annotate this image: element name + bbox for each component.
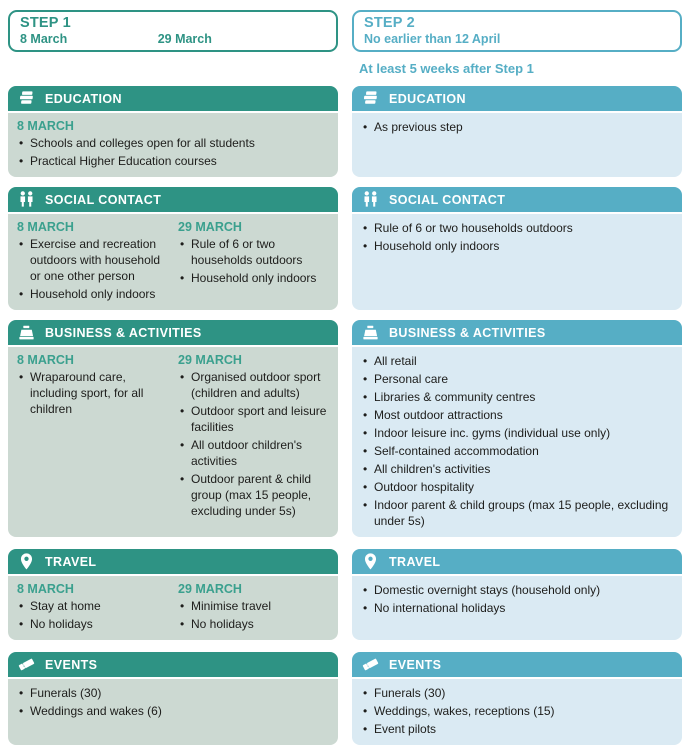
social-contact-header <box>352 187 682 212</box>
business-step1-body <box>8 347 338 537</box>
list-item: • No international holidays <box>361 600 673 616</box>
step2-cell <box>352 10 682 86</box>
ticket-icon <box>361 655 380 674</box>
travel-step2-list <box>361 582 673 616</box>
step1-date-start: 8 March <box>20 32 68 46</box>
social-step2-body <box>352 214 682 310</box>
step2-title: STEP 2 <box>364 15 415 31</box>
education-step1-cell <box>8 86 338 187</box>
step2-note: At least 5 weeks after Step 1 <box>359 61 534 76</box>
cash-register-icon <box>361 323 380 342</box>
step1-cell <box>8 10 338 86</box>
list-item: • Most outdoor attractions <box>361 407 673 423</box>
date-heading: 29 MARCH <box>178 582 242 596</box>
travel-header <box>8 549 338 574</box>
list-item: • Wraparound care, including sport, for all children <box>17 369 168 417</box>
list-item: • No holidays <box>17 616 168 632</box>
list-item: • Rule of 6 or two households outdoors <box>361 220 673 236</box>
cash-register-icon <box>17 323 36 342</box>
section-title: EVENTS <box>45 657 98 672</box>
section-title: EVENTS <box>389 657 442 672</box>
step1-date-second: 29 March <box>157 32 212 46</box>
section-title: TRAVEL <box>389 554 441 569</box>
travel-step1-body <box>8 576 338 640</box>
list-item: • Weddings, wakes, receptions (15) <box>361 703 673 719</box>
list-item: • As previous step <box>361 119 673 135</box>
date-column-8-march <box>17 582 168 634</box>
two-date-columns <box>17 582 329 634</box>
events-header <box>352 652 682 677</box>
section-title: TRAVEL <box>45 554 97 569</box>
list-item: • Practical Higher Education courses <box>17 153 329 169</box>
date-column-29-march <box>178 582 329 634</box>
business-step2-cell <box>352 320 682 549</box>
social-step1-body <box>8 214 338 310</box>
list-item: • Libraries & community centres <box>361 389 673 405</box>
two-date-columns <box>17 220 329 304</box>
social-step2-list <box>361 220 673 254</box>
books-stack-icon <box>361 89 380 108</box>
list-item: • All retail <box>361 353 673 369</box>
list-item: • Funerals (30) <box>361 685 673 701</box>
education-header <box>8 86 338 111</box>
list-item: • Indoor parent & child groups (max 15 people, excluding under 5s) <box>361 497 673 529</box>
list-item: • Organised outdoor sport (children and adults) <box>178 369 329 401</box>
travel-card-step2 <box>352 549 682 640</box>
education-step1-body <box>8 113 338 177</box>
business-step2-list <box>361 353 673 529</box>
two-date-columns <box>17 353 329 521</box>
date-heading: 29 MARCH <box>178 353 242 367</box>
date-heading: 8 MARCH <box>17 582 74 596</box>
education-step1-list <box>17 135 329 169</box>
section-title: EDUCATION <box>45 91 122 106</box>
travel-card-step1 <box>8 549 338 640</box>
date-heading: 8 MARCH <box>17 119 74 133</box>
list-item: • Event pilots <box>361 721 673 737</box>
date-column-8-march <box>17 353 168 521</box>
section-title: BUSINESS & ACTIVITIES <box>45 325 202 340</box>
education-card-step1 <box>8 86 338 177</box>
two-people-icon <box>17 190 36 209</box>
two-people-icon <box>361 190 380 209</box>
education-step2-list <box>361 119 673 135</box>
business-activities-header <box>352 320 682 345</box>
travel-header <box>352 549 682 574</box>
list-item: • Minimise travel <box>178 598 329 614</box>
list-item: • Schools and colleges open for all students <box>17 135 329 151</box>
section-title: SOCIAL CONTACT <box>389 192 506 207</box>
list-item: • Funerals (30) <box>17 685 329 701</box>
list-item: • Weddings and wakes (6) <box>17 703 329 719</box>
step1-box <box>8 10 338 52</box>
date-column-8-march <box>17 220 168 304</box>
social-step1-cell <box>8 187 338 320</box>
travel-8march-list <box>17 598 168 632</box>
events-header <box>8 652 338 677</box>
list-item: • Household only indoors <box>361 238 673 254</box>
social-8march-list <box>17 236 168 302</box>
list-item: • Personal care <box>361 371 673 387</box>
travel-29march-list <box>178 598 329 632</box>
books-stack-icon <box>17 89 36 108</box>
education-header <box>352 86 682 111</box>
events-card-step1 <box>8 652 338 745</box>
business-card-step2 <box>352 320 682 537</box>
list-item: • Exercise and recreation outdoors with household or one other person <box>17 236 168 284</box>
date-column-29-march <box>178 353 329 521</box>
social-step2-cell <box>352 187 682 320</box>
social-card-step1 <box>8 187 338 310</box>
events-card-step2 <box>352 652 682 745</box>
education-step2-body <box>352 113 682 177</box>
map-pin-icon <box>361 552 380 571</box>
date-column-29-march <box>178 220 329 304</box>
list-item: • Outdoor sport and leisure facilities <box>178 403 329 435</box>
social-contact-header <box>8 187 338 212</box>
step2-date-start: No earlier than 12 April <box>364 32 501 46</box>
map-pin-icon <box>17 552 36 571</box>
list-item: • Household only indoors <box>17 286 168 302</box>
section-title: BUSINESS & ACTIVITIES <box>389 325 546 340</box>
list-item: • All children's activities <box>361 461 673 477</box>
step2-box <box>352 10 682 52</box>
events-step2-cell <box>352 652 682 755</box>
events-step2-list <box>361 685 673 737</box>
list-item: • Stay at home <box>17 598 168 614</box>
date-heading: 29 MARCH <box>178 220 242 234</box>
travel-step2-cell <box>352 549 682 652</box>
section-title: EDUCATION <box>389 91 466 106</box>
step1-dates <box>20 32 326 46</box>
step2-dates <box>364 32 670 46</box>
date-heading: 8 MARCH <box>17 220 74 234</box>
business-activities-header <box>8 320 338 345</box>
education-card-step2 <box>352 86 682 177</box>
social-card-step2 <box>352 187 682 310</box>
social-29march-list <box>178 236 329 286</box>
list-item: • Self-contained accommodation <box>361 443 673 459</box>
list-item: • Domestic overnight stays (household only) <box>361 582 673 598</box>
list-item: • No holidays <box>178 616 329 632</box>
business-29march-list <box>178 369 329 519</box>
list-item: • Household only indoors <box>178 270 329 286</box>
business-step2-body <box>352 347 682 537</box>
travel-step2-body <box>352 576 682 640</box>
list-item: • Rule of 6 or two households outdoors <box>178 236 329 268</box>
ticket-icon <box>17 655 36 674</box>
business-8march-list <box>17 369 168 417</box>
list-item: • Outdoor hospitality <box>361 479 673 495</box>
education-step2-cell <box>352 86 682 187</box>
business-card-step1 <box>8 320 338 537</box>
list-item: • All outdoor children's activities <box>178 437 329 469</box>
section-title: SOCIAL CONTACT <box>45 192 162 207</box>
date-heading: 8 MARCH <box>17 353 74 367</box>
events-step1-cell <box>8 652 338 755</box>
business-step1-cell <box>8 320 338 549</box>
list-item: • Indoor leisure inc. gyms (individual use only) <box>361 425 673 441</box>
events-step1-list <box>17 685 329 719</box>
step1-title: STEP 1 <box>20 15 71 31</box>
travel-step1-cell <box>8 549 338 652</box>
list-item: • Outdoor parent & child group (max 15 people, excluding under 5s) <box>178 471 329 519</box>
